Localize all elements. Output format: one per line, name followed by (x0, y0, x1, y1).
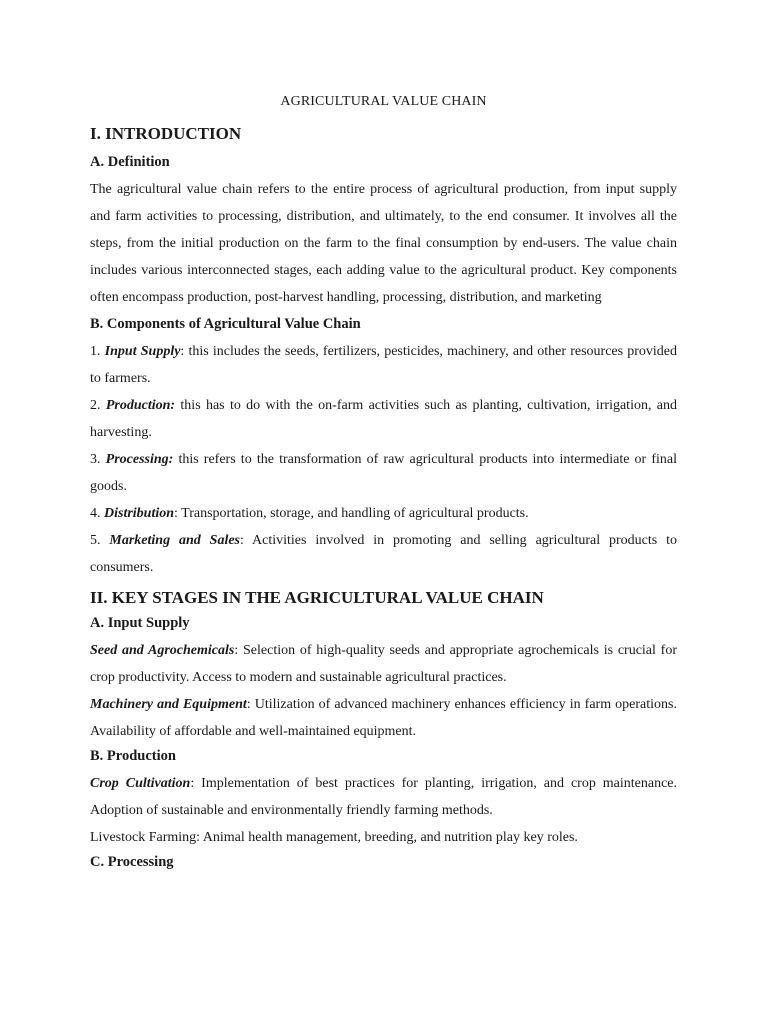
stage-item-livestock-farming: Livestock Farming: Animal health management, breeding, and nutrition play key roles. (90, 830, 578, 845)
item-term: Crop Cultivation (90, 776, 191, 791)
item-term: Production: (105, 398, 176, 413)
item-text: : Implementation of best practices for planting, irrigation, and crop maintenance. Adoption of sustainable and environmentally friendly farming methods. (90, 776, 678, 818)
definition-paragraph: The agricultural value chain refers to the entire process of agricultural production, from input supply and farm activities to processing, distribution, and ultimately, to the end consumer. It involves all the steps, from the initial production on the farm to the final consumption by end-users. The value chain includes various interconnected stages, each adding value to the agricultural product. Key components often encompass production, post-harvest handling, processing, distribution, and marketing (90, 182, 677, 305)
item-number: 2. (90, 398, 101, 413)
stage-item-seed-agrochemicals (90, 637, 677, 691)
stage-item-crop-cultivation (90, 770, 677, 824)
subheading-components: B. Components of Agricultural Value Chain (90, 316, 361, 332)
item-text: : Utilization of advanced machinery enhances efficiency in farm operations. Availability of affordable and well-maintained equipment. (90, 697, 677, 739)
item-term: Input Supply (104, 344, 181, 359)
subheading-definition: A. Definition (90, 154, 170, 170)
item-term: Distribution (104, 506, 175, 521)
item-text: : Transportation, storage, and handling of agricultural products. (174, 506, 529, 521)
item-text: : Selection of high-quality seeds and appropriate agrochemicals is crucial for crop productivity. Access to modern and sustainable agricultural practices. (90, 643, 678, 685)
item-number: 3. (90, 452, 101, 467)
component-item-processing (90, 446, 677, 500)
section-heading-introduction: I. INTRODUCTION (90, 124, 242, 143)
document-page (90, 92, 677, 876)
subheading-processing: C. Processing (90, 854, 174, 870)
document-title: AGRICULTURAL VALUE CHAIN (280, 94, 487, 109)
item-text: : this includes the seeds, fertilizers, pesticides, machinery, and other resources provided to farmers. (90, 344, 678, 386)
subheading-production: B. Production (90, 748, 176, 764)
item-number: 4. (90, 506, 101, 521)
item-text: this has to do with the on-farm activities such as planting, cultivation, irrigation, and harvesting. (90, 398, 678, 440)
item-term: Processing: (105, 452, 174, 467)
component-item-input-supply (90, 338, 677, 392)
item-term: Marketing and Sales (109, 533, 240, 548)
component-item-production (90, 392, 677, 446)
item-text: this refers to the transformation of raw agricultural products into intermediate or final goods. (90, 452, 678, 494)
item-number: 5. (90, 533, 101, 548)
item-term: Machinery and Equipment (90, 697, 247, 712)
component-item-marketing (90, 527, 677, 581)
subheading-input-supply: A. Input Supply (90, 615, 190, 631)
item-term: Seed and Agrochemicals (90, 643, 235, 658)
item-text: : Activities involved in promoting and selling agricultural products to consumers. (90, 533, 677, 575)
stage-item-machinery-equipment (90, 691, 677, 745)
component-item-distribution (90, 500, 677, 527)
section-heading-key-stages: II. KEY STAGES IN THE AGRICULTURAL VALUE CHAIN (90, 588, 544, 607)
item-number: 1. (90, 344, 101, 359)
